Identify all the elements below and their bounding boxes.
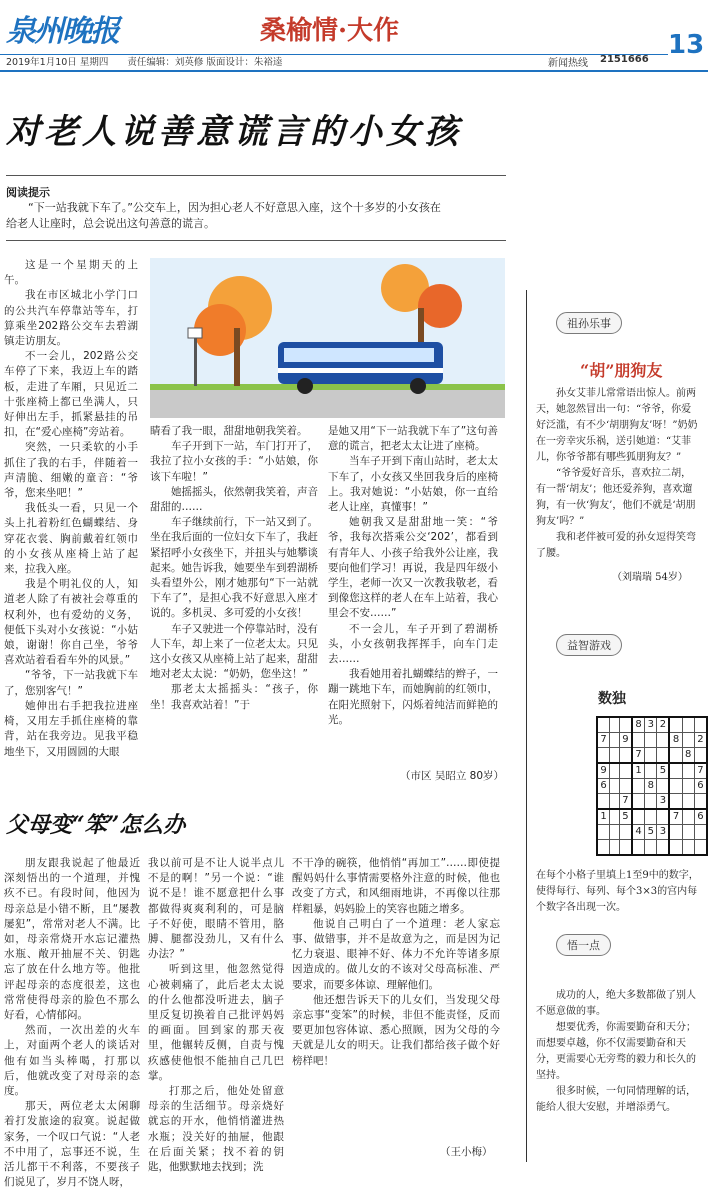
sudoku-cell [632, 809, 645, 825]
sudoku-cell [610, 840, 620, 856]
paragraph: “爷爷爱好音乐，喜欢拉二胡，有一帮‘胡友’；他还爱养狗，喜欢遛狗，有一伙‘狗友’，他们不就是‘胡朋狗友’吗？” [536, 468, 696, 527]
sudoku-cell: 5 [619, 809, 632, 825]
sudoku-cell: 2 [694, 733, 707, 748]
sudoku-cell [632, 779, 645, 794]
divider [6, 175, 506, 176]
paragraph: 我看她用着扎蝴蝶结的辫子，一蹦一跳地下车，而她胸前的红领巾，在阳光照射下，闪烁着纯洁而鲜艳的光。 [328, 668, 498, 726]
sudoku-cell: 8 [669, 733, 682, 748]
divider [6, 240, 506, 241]
sudoku-cell: 7 [619, 794, 632, 810]
sudoku-cell [669, 717, 682, 733]
sudoku-cell: 7 [632, 748, 645, 764]
paragraph: 然而，一次出差的火车上，对面两个老人的谈话对他有如当头棒喝，打那以后，他就改变了对母亲的态度。 [4, 1024, 140, 1098]
sudoku-cell [632, 840, 645, 856]
paragraph: 当车子开到下南山站时，老太太下车了，小女孩又坐回我身后的座椅上。我对她说：“小姑娘，你一直给老人让座，真懂事！” [328, 455, 498, 514]
paragraph: 成功的人，绝大多数都做了别人不愿意做的事。 [536, 990, 696, 1017]
sudoku-cell [694, 717, 707, 733]
sudoku-cell [597, 748, 610, 764]
sudoku-cell [682, 717, 694, 733]
sudoku-cell [632, 794, 645, 810]
sudoku-cell [645, 748, 657, 764]
sudoku-cell: 8 [682, 748, 694, 764]
paragraph: 她摇摇头，依然朝我笑着，声音甜甜的…… [150, 485, 318, 514]
paragraph: 他还想告诉天下的儿女们，当发现父母亲忘事“变笨”的时候，非但不能责怪，反而要更加包容体谅、悉心照顾，因为父母的今天就是儿女的明天。让我们都给孩子做个好榜样吧！ [292, 993, 500, 1067]
sudoku-cell [645, 763, 657, 779]
sidebar-text-friends [536, 386, 700, 559]
paragraph: 她伸出右手把我拉进座椅，又用左手抓住座椅的靠背，站在我旁边。见我平稳地坐下，又用圆圆的大眼 [4, 699, 138, 758]
hotline-label: 新闻热线 [548, 58, 588, 69]
sudoku-cell [645, 809, 657, 825]
masthead-logo: 泉州晚报 [6, 14, 118, 49]
sudoku-cell [694, 748, 707, 764]
sudoku-cell [619, 748, 632, 764]
sudoku-cell [657, 779, 670, 794]
sudoku-cell [610, 794, 620, 810]
sudoku-cell: 2 [657, 717, 670, 733]
paragraph: 想要优秀，你需要勤奋和天分；而想要卓越，你不仅需要勤奋和天分，更需要心无旁骛的毅力和长久的坚持。 [536, 1022, 696, 1081]
intro-title: 阅读提示 [6, 186, 50, 199]
sudoku-cell [682, 840, 694, 856]
paragraph: 很多时候，一句同情理解的话，能给人很大安慰，并增添勇气。 [536, 1086, 696, 1113]
story1-col3 [328, 424, 498, 766]
sudoku-cell: 6 [694, 809, 707, 825]
sudoku-cell [597, 825, 610, 840]
sudoku-cell [597, 840, 610, 856]
paragraph: 孙女艾菲儿常常语出惊人。前两天，她忽然冒出一句：“爷爷，你爱好泛滥，有不少‘胡朋狗友’呀！”奶奶在一旁幸灾乐祸，送引她道：“艾菲儿，你爷爷都有哪些狐朋狗友？” [536, 388, 698, 463]
paragraph: 不干净的碗筷，他悄悄“再加工”……即使提醒妈妈什么事情需要格外注意的时候，他也改变了方式，和风细雨地讲，不再像以往那样粗暴，妈妈脸上的笑容也随之增多。 [292, 857, 500, 915]
paragraph: 那老太太摇摇头：“孩子，你坐！我喜欢站着！”于 [150, 683, 318, 711]
sudoku-cell [682, 733, 694, 748]
sidebar-divider [526, 290, 527, 1162]
sudoku-cell [694, 825, 707, 840]
sudoku-cell: 3 [657, 794, 670, 810]
sudoku-rules: 在每个小格子里填上1至9中的数字，使得每行、每列、每个3×3的宫内每个数字各出现一次。 [536, 870, 699, 913]
sudoku-cell [694, 794, 707, 810]
sudoku-grid [596, 716, 708, 856]
date-editor: 2019年1月10日 星期四 责任编辑：刘英修 版面设计：朱裕逵 [6, 57, 283, 68]
sudoku-cell: 7 [694, 763, 707, 779]
sudoku-cell: 9 [619, 733, 632, 748]
sudoku-cell [619, 825, 632, 840]
story1-title: 对老人说善意谎言的小女孩 [6, 112, 462, 152]
paragraph: 车子继续前行，下一站又到了。坐在我后面的一位妇女下车了，我赶紧招呼小女孩坐下，并扭头与她攀谈起来。她告诉我，她要坐车到碧湖桥头看望外公，刚才她那句“下一站就下车了”，是担心我不好意思入座才说的。多机灵、多可爱的小女孩！ [150, 516, 318, 620]
sudoku-cell [645, 733, 657, 748]
intro-text: “下一站我就下车了。”公交车上，因为担心老人不好意思入座，这个十多岁的小女孩在给老人让座时，总会说出这句善意的谎言。 [6, 201, 441, 230]
hotline-number: 2151666 [600, 54, 649, 65]
sudoku-cell: 1 [632, 763, 645, 779]
sudoku-cell [610, 748, 620, 764]
sudoku-cell: 6 [597, 779, 610, 794]
sudoku-cell [669, 825, 682, 840]
sudoku-cell [619, 717, 632, 733]
sudoku-cell [657, 809, 670, 825]
sudoku-cell: 8 [645, 779, 657, 794]
sudoku-cell [610, 809, 620, 825]
sudoku-cell [657, 748, 670, 764]
sidebar-byline-friends: （刘瑞瑞 54岁） [612, 572, 688, 583]
sidebar-text-insight [536, 988, 700, 1156]
paragraph: 朋友跟我说起了他最近深刻悟出的一个道理，并愧疚不已。有段时间，他因为母亲总是小错不断，且“屡教屡犯”，常常对老人不满。比如，母亲常烧开水忘记灌热水瓶、敞开抽屉不关、钥匙忘了放在什么地方等。他批评起母亲的态度很差，这也常常使得母亲的脸色不那么好看，心情郁闷。 [4, 857, 140, 1022]
sudoku-cell: 4 [632, 825, 645, 840]
sudoku-cell [669, 779, 682, 794]
paragraph: 我以前可是不让人说半点儿不是的啊！”另一个说：“谁说不是！谁不愿意把什么事都做得爽爽利利的，可是脑子不好使，眼睛不管用，胳膊、腿都没劲儿，又有什么办法？” [148, 857, 284, 961]
sudoku-cell: 5 [645, 825, 657, 840]
sudoku-cell [619, 779, 632, 794]
bus-illustration [150, 258, 505, 418]
sudoku-cell: 7 [669, 809, 682, 825]
paragraph: 那天，两位老太太闲聊着打发旅途的寂寞。说起做家务，一个叹口气说：“人老不中用了，忘事还不说，生活儿都干不利落，不要孩子们说见了，岁月不饶人呀， [4, 1100, 140, 1189]
story1-byline: （市区 吴昭立 80岁） [400, 770, 505, 782]
sudoku-cell [669, 763, 682, 779]
paragraph: 我和老伴被可爱的孙女逗得笑弯了腰。 [536, 532, 696, 559]
sudoku-title: 数独 [598, 691, 626, 707]
sudoku-cell: 6 [694, 779, 707, 794]
story1-col2 [150, 424, 318, 780]
paragraph: 我低头一看，只见一个头上扎着粉红色蝴蝶结、身穿花衣裳、胸前戴着红领巾的小女孩从座椅上站了起来，拉我入座。 [4, 502, 138, 576]
section-badge-insight: 悟一点 [556, 934, 611, 956]
sudoku-cell [694, 840, 707, 856]
paragraph: 是她又用“下一站我就下车了”这句善意的谎言，把老太太让进了座椅。 [328, 425, 498, 453]
sudoku-cell [682, 763, 694, 779]
paragraph: 不一会儿，202路公交车停了下来，我迈上车的踏板，走进了车厢，只见近二十张座椅上都已坐满人，只好伸出左手，抓紧悬挂的吊扣，在“爱心座椅”旁站着。 [4, 350, 138, 439]
story2-byline: （王小梅） [440, 1146, 493, 1158]
sudoku-cell [610, 763, 620, 779]
sudoku-cell [669, 794, 682, 810]
sudoku-cell [597, 794, 610, 810]
sudoku-cell [669, 748, 682, 764]
sudoku-cell: 3 [645, 717, 657, 733]
sudoku-cell [619, 840, 632, 856]
sudoku-cell [657, 840, 670, 856]
paragraph: 车子又驶进一个停靠站时，没有人下车，却上来了一位老太太。只见这小女孩又从座椅上站了起来，甜甜地对老太太说：“奶奶，您坐这！” [150, 622, 318, 681]
sudoku-cell [610, 825, 620, 840]
sudoku-cell [669, 840, 682, 856]
sudoku-cell: 9 [597, 763, 610, 779]
story2-col3 [292, 856, 500, 1142]
meta-rule [0, 70, 708, 72]
story1-col1 [4, 258, 138, 780]
section-badge-grandchild: 祖孙乐事 [556, 312, 622, 334]
story2-col2 [148, 856, 284, 1174]
header-rule [0, 40, 668, 55]
sudoku-cell: 7 [597, 733, 610, 748]
paragraph: 不一会儿，车子开到了碧湖桥头，小女孩朝我挥挥手，向车门走去…… [328, 622, 498, 666]
sudoku-cell [682, 794, 694, 810]
sudoku-cell [682, 809, 694, 825]
sidebar-title-friends: “胡”朋狗友 [580, 361, 663, 380]
paragraph: 我在市区城北小学门口的公共汽车停靠站等车，打算乘坐202路公交车去碧湖镇走访朋友。 [4, 289, 138, 348]
sudoku-cell [645, 840, 657, 856]
paragraph: 突然，一只柔软的小手抓住了我的右手，伴随着一声清脆、细嫩的童音：“爷爷，您来坐吧！” [4, 441, 138, 500]
sudoku-cell: 1 [597, 809, 610, 825]
paragraph: 我是个明礼仪的人，知道老人除了有被社会尊重的权利外，也有爱幼的义务，便低下头对小女孩说：“小姑娘，谢谢！你自己坐，爷爷喜欢站着看看车外的风景。” [4, 578, 138, 667]
paragraph: 睛看了我一眼，甜甜地朝我笑着。 [150, 425, 308, 437]
sudoku-cell: 8 [632, 717, 645, 733]
section-title: 桑榆情·大作 [260, 16, 400, 46]
paragraph: 她朝我又是甜甜地一笑：“爷爷，我每次搭乘公交‘202’，都看到有青年人、小孩子给我外公让座，我要向他们学习！再说，我是四年级小学生，老师一次又一次教我敬老，看到像您这样的老人在车上站着，我心里会不安……” [328, 516, 498, 620]
sudoku-cell: 3 [657, 825, 670, 840]
sudoku-cell [682, 825, 694, 840]
sudoku-cell [610, 717, 620, 733]
sudoku-cell [657, 733, 670, 748]
paragraph: 这是一个星期天的上午。 [4, 259, 138, 287]
page-number: 13 [668, 30, 705, 60]
sudoku-cell [682, 779, 694, 794]
paragraph: 车子开到下一站，车门打开了，我拉了拉小女孩的手：“小姑娘，你该下车啦！” [150, 440, 318, 483]
sudoku-cell: 5 [657, 763, 670, 779]
paragraph: “爷爷，下一站我就下车了，您别客气！” [4, 669, 138, 697]
story2-col1 [4, 856, 140, 1189]
sudoku-cell [610, 779, 620, 794]
paragraph: 他说自己明白了一个道理：老人家忘事、做错事，并不是故意为之，而是因为记忆力衰退、眼神不好、体力不允许等诸多原因造成的。做儿女的不该对父母高标准、严要求，而要多体谅、理解他们。 [292, 917, 500, 991]
story2-title: 父母变“笨”怎么办 [6, 812, 186, 838]
section-badge-puzzle: 益智游戏 [556, 634, 622, 656]
paragraph: 打那之后，他处处留意母亲的生活细节。母亲烧好就忘的开水，他悄悄灌进热水瓶；没关好的抽屉，他跟在后面关紧；找不着的钥匙，他默默地去找到；洗 [148, 1085, 284, 1174]
paragraph: 听到这里，他忽然觉得心被刺痛了，此后老太太说的什么他都没听进去，脑子里反复切换着自己批评妈妈的画面。回到家的那天夜里，他辗转反侧，自责与愧疚感使他恨不能抽自己几巴掌。 [148, 963, 284, 1082]
sudoku-cell [610, 733, 620, 748]
sudoku-cell [645, 794, 657, 810]
sudoku-cell [619, 763, 632, 779]
sudoku-cell [632, 733, 645, 748]
sudoku-cell [597, 717, 610, 733]
